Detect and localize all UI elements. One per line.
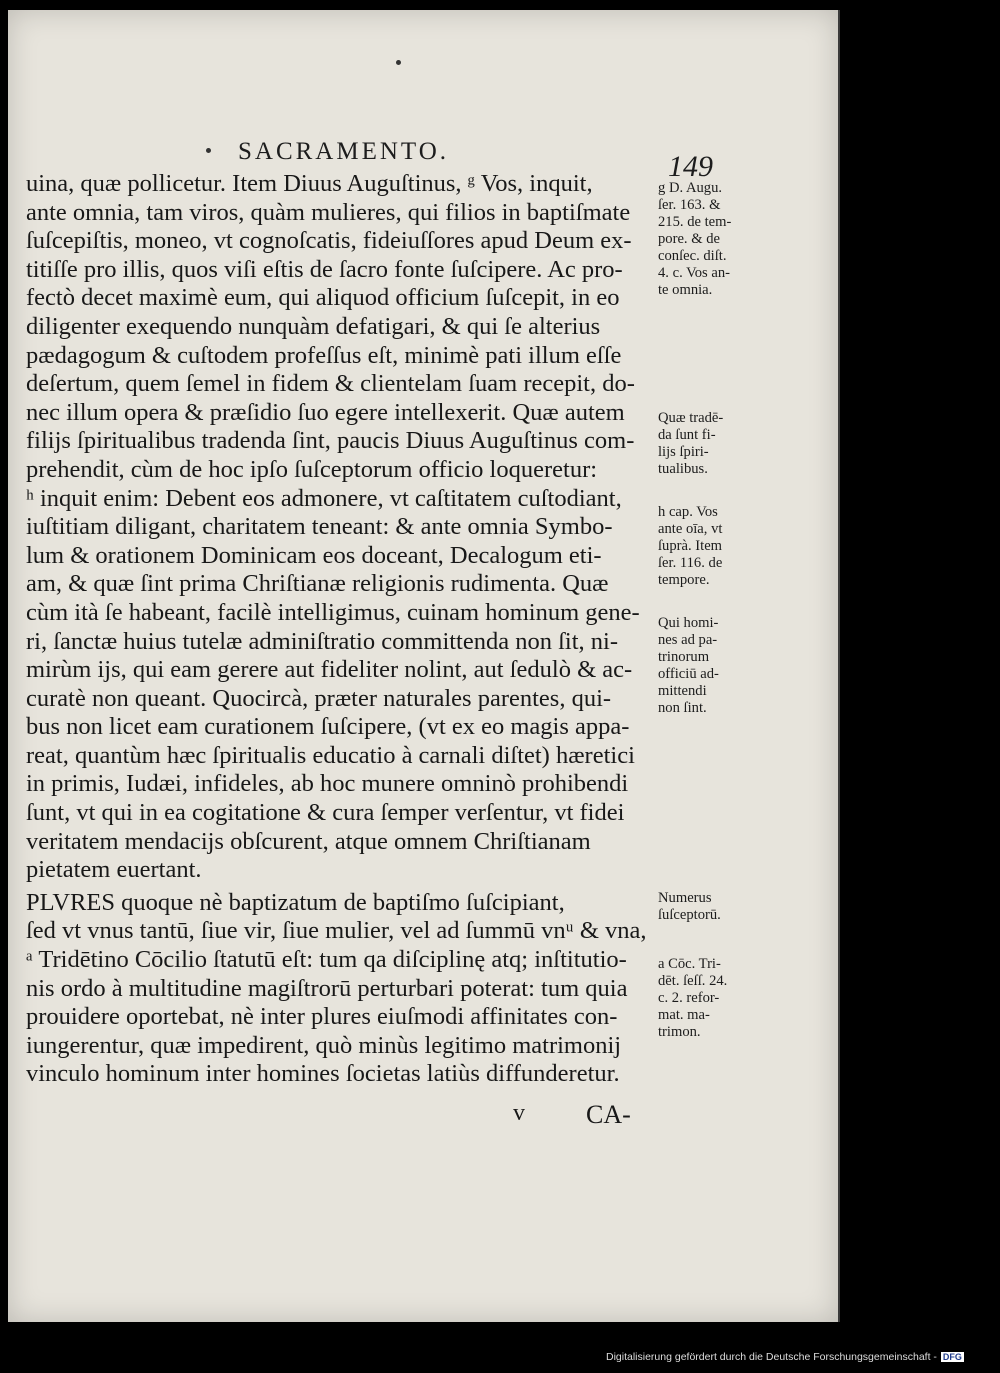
text-line: PLVRES quoque nè baptizatum de baptiſmo ſuſcipiant, (26, 888, 565, 916)
margin-note-line: ſer. 116. de (658, 555, 723, 571)
margin-note-line: da ſunt fi- (658, 427, 716, 443)
credit-text: Digitalisierung gefördert durch die Deutsche Forschungsgemeinschaft - (606, 1351, 937, 1363)
text-line: nis ordo à multitudine magiſtrorū perturbari poterat: tum quia (26, 974, 628, 1002)
margin-note-line: ante oīa, vt (658, 521, 723, 537)
book-page (8, 10, 840, 1322)
margin-note-tradenda (658, 410, 768, 478)
margin-note-sermo (658, 504, 768, 589)
margin-note-line: trimon. (658, 1024, 701, 1040)
paragraph-2 (26, 889, 651, 1089)
margin-note-line: ſuſceptorū. (658, 907, 721, 923)
page-number: 149 (668, 150, 713, 183)
signature-mark: v (513, 1100, 525, 1126)
margin-note-concilium (658, 956, 768, 1041)
text-line: prouidere oportebat, nè inter plures eiuſmodi affinitates con- (26, 1003, 618, 1031)
text-line: curatè non queant. Quocircà, præter naturales parentes, qui- (26, 684, 612, 712)
text-line: bus non licet eam curationem ſuſcipere, (vt ex eo magis appa- (26, 713, 630, 741)
text-line: filijs ſpiritualibus tradenda ſint, paucis Diuus Auguſtinus com- (26, 427, 635, 455)
margin-note-line: conſec. diſt. (658, 248, 727, 264)
margin-note-line: c. 2. refor- (658, 990, 720, 1006)
catchword: CA- (586, 1100, 631, 1129)
margin-note-line: nes ad pa- (658, 632, 718, 648)
margin-note-qui-homines (658, 615, 768, 717)
text-line: pædagogum & cuſtodem profeſſus eſt, minimè pati illum eſſe (26, 341, 622, 369)
margin-note-line: trinorum (658, 649, 710, 665)
margin-note-line: tualibus. (658, 461, 708, 477)
text-line: titiſſe pro illis, quos viſi eſtis de ſacro fonte ſuſcipere. Ac pro- (26, 255, 623, 283)
digitization-credit (606, 1351, 964, 1363)
margin-note-line: Numerus (658, 890, 712, 906)
text-line: uina, quæ pollicetur. Item Diuus Auguſtinus, ᵍ Vos, inquit, (26, 170, 593, 197)
text-line: diligenter exequendo nunquàm defatigari, & qui ſe alterius (26, 312, 601, 340)
text-line: ſuſcepiſtis, moneo, vt cognoſcatis, fideiuſſores apud Deum ex- (26, 227, 632, 255)
margin-note-line: tempore. (658, 572, 710, 588)
text-line: iungerentur, quæ impedirent, quò minùs legitimo matrimonij (26, 1031, 622, 1059)
paragraph-1 (26, 170, 651, 885)
ink-speck (396, 60, 401, 65)
text-line: ʰ inquit enim: Debent eos admonere, vt caſtitatem cuſtodiant, (26, 484, 622, 512)
text-line: in primis, Iudæi, infideles, ab hoc munere omninò prohibendi (26, 770, 629, 798)
text-line: iuſtitiam diligant, charitatem teneant: & ante omnia Symbo- (26, 513, 613, 541)
text-line: reat, quantùm hæc ſpiritualis educatio à carnali diſtet) hæretici (26, 741, 635, 769)
margin-note-line: mat. ma- (658, 1007, 710, 1023)
margin-note-line: a Cōc. Tri- (658, 956, 721, 972)
text-line: ſed vt vnus tantū, ſiue vir, ſiue mulier, vel ad ſummū vnᵘ & vna, (26, 917, 647, 945)
margin-note-line: pore. & de (658, 231, 721, 247)
margin-note-line: 4. c. Vos an- (658, 265, 731, 281)
margin-note-augustinus (658, 180, 768, 299)
margin-note-line: 215. de tem- (658, 214, 732, 230)
text-line: lum & orationem Dominicam eos doceant, Decalogum eti- (26, 541, 602, 569)
margin-note-line: te omnia. (658, 282, 713, 298)
main-text-block (26, 170, 651, 1089)
text-line: cùm ità ſe habeant, facilè intelligimus, cuinam hominum gene- (26, 598, 640, 626)
text-line: ri, ſanctæ huius tutelæ adminiſtratio committenda non ſit, ni- (26, 627, 618, 655)
text-line: ᵃ Tridētino Cōcilio ſtatutū eſt: tum qa diſciplinę atq; inſtitutio- (26, 946, 627, 974)
margin-note-line: g D. Augu. (658, 180, 723, 196)
margin-note-line: ſer. 163. & (658, 197, 721, 213)
text-line: am, & quæ ſint prima Chriſtianæ religionis rudimenta. Quæ (26, 570, 609, 598)
running-title: SACRAMENTO. (238, 138, 450, 165)
text-line: pietatem euertant. (26, 856, 202, 884)
margin-note-line: h cap. Vos (658, 504, 718, 520)
margin-note-line: Quæ tradē- (658, 410, 724, 426)
margin-note-line: ſuprà. Item (658, 538, 723, 554)
margin-note-line: Qui homi- (658, 615, 719, 631)
ink-speck (206, 148, 211, 153)
text-line: ante omnia, tam viros, quàm mulieres, qui filios in baptiſmate (26, 198, 631, 226)
text-line: ſunt, vt qui in ea cogitatione & cura ſemper verſentur, vt fidei (26, 799, 625, 827)
dfg-logo: DFG (942, 1352, 962, 1362)
text-line: nec illum opera & præſidio ſuo egere intellexerit. Quæ autem (26, 398, 625, 426)
margin-note-line: mittendi (658, 683, 707, 699)
margin-note-line: officiū ad- (658, 666, 719, 682)
margin-note-line: dēt. ſeſſ. 24. (658, 973, 728, 989)
text-line: mirùm ijs, qui eam gerere aut fideliter nolint, aut ſedulò & ac- (26, 656, 633, 684)
margin-note-line: non ſint. (658, 700, 707, 716)
margin-note-line: lijs ſpiri- (658, 444, 709, 460)
text-line: deſertum, quem ſemel in fidem & clientelam ſuam recepit, do- (26, 370, 635, 398)
text-line: veritatem mendacijs obſcurent, atque omnem Chriſtianam (26, 827, 591, 855)
margin-note-numerus (658, 890, 768, 924)
text-line: vinculo hominum inter homines ſocietas latiùs diffunderetur. (26, 1060, 620, 1088)
text-line: prehendit, cùm de hoc ipſo ſuſceptorum officio loqueretur: (26, 455, 598, 483)
text-line: fectò decet maximè eum, qui aliquod officium ſuſcepit, in eo (26, 284, 620, 312)
